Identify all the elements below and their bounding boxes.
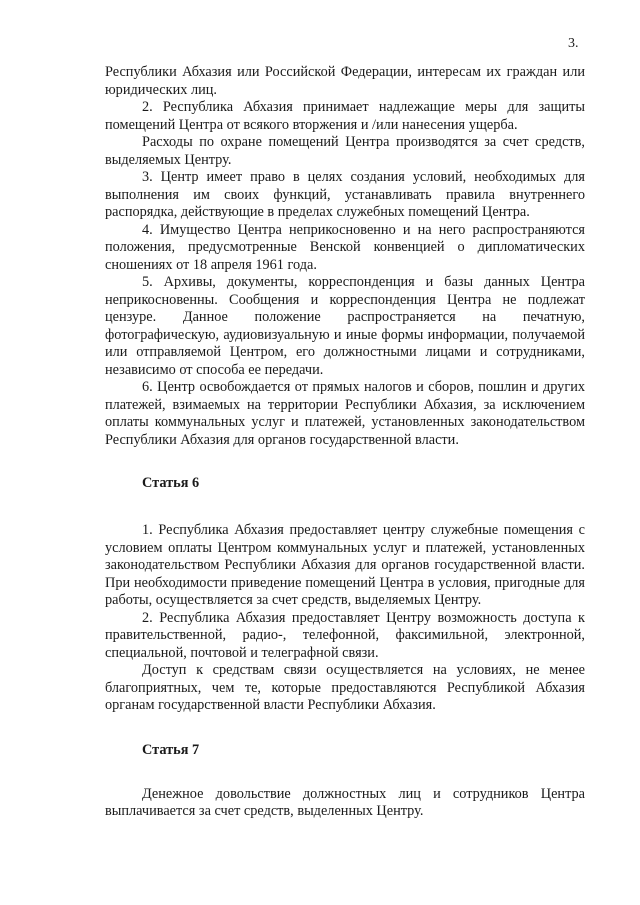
paragraph-continuation: Республики Абхазия или Российской Федерации, интересам их граждан или юридических лиц. xyxy=(105,64,585,98)
paragraph-point-5: 5. Архивы, документы, корреспонденция и базы данных Центра неприкосновенны. Сообщения и корреспонденция Центра не подлежат цензуре. Данное положение распространяется на печатную, фотографическую, аудиовизуальную и иные формы информации, получаемой или отправляемой Центром, его должностными лицами и сотрудниками, независимо от способа ее передачи. xyxy=(105,274,585,378)
article-6-point-2: 2. Республика Абхазия предоставляет Центру возможность доступа к правительственной, радио-, телефонной, факсимильной, электронной, специальной, почтовой и телеграфной связи. xyxy=(105,609,585,661)
paragraph-point-3: 3. Центр имеет право в целях создания условий, необходимых для выполнения им своих функций, устанавливать правила внутреннего распорядка, действующие в пределах служебных помещений Центра. xyxy=(105,169,585,220)
page-number: 3. xyxy=(568,36,579,51)
paragraph-point-4: 4. Имущество Центра неприкосновенно и на него распространяются положения, предусмотренные Венской конвенцией о дипломатических сношениях от 18 апреля 1961 года. xyxy=(105,221,585,273)
article-7-heading: Статья 7 xyxy=(142,741,200,758)
paragraph-security-costs: Расходы по охране помещений Центра производятся за счет средств, выделяемых Центру. xyxy=(105,134,585,168)
article-6-communications: Доступ к средствам связи осуществляется на условиях, не менее благоприятных, чем те, которые предоставляются Республикой Абхазия органам государственной власти Республики Абхазия. xyxy=(105,662,585,713)
article-6-heading: Статья 6 xyxy=(142,475,200,491)
paragraph-point-6: 6. Центр освобождается от прямых налогов и сборов, пошлин и других платежей, взимаемых на территории Республики Абхазия, за исключением оплаты коммунальных услуг и платежей, установленных законодательством Республики Абхазия для органов государственной власти. xyxy=(105,379,585,448)
paragraph-point-2: 2. Республика Абхазия принимает надлежащие меры для защиты помещений Центра от всякого вторжения и /или нанесения ущерба. xyxy=(105,99,585,133)
article-6-point-1: 1. Республика Абхазия предоставляет центру служебные помещения с условием оплаты Центром коммунальных услуг и платежей, установленных законодательством Республики Абхазия для органов государственной власти. При необходимости приведение помещений Центра в условия, пригодные для работы, осуществляется за счет средств, выделяемых Центру. xyxy=(105,522,585,608)
document-body xyxy=(105,64,585,821)
article-7-paragraph: Денежное довольствие должностных лиц и сотрудников Центра выплачивается за счет средств, выделенных Центру. xyxy=(105,785,585,819)
